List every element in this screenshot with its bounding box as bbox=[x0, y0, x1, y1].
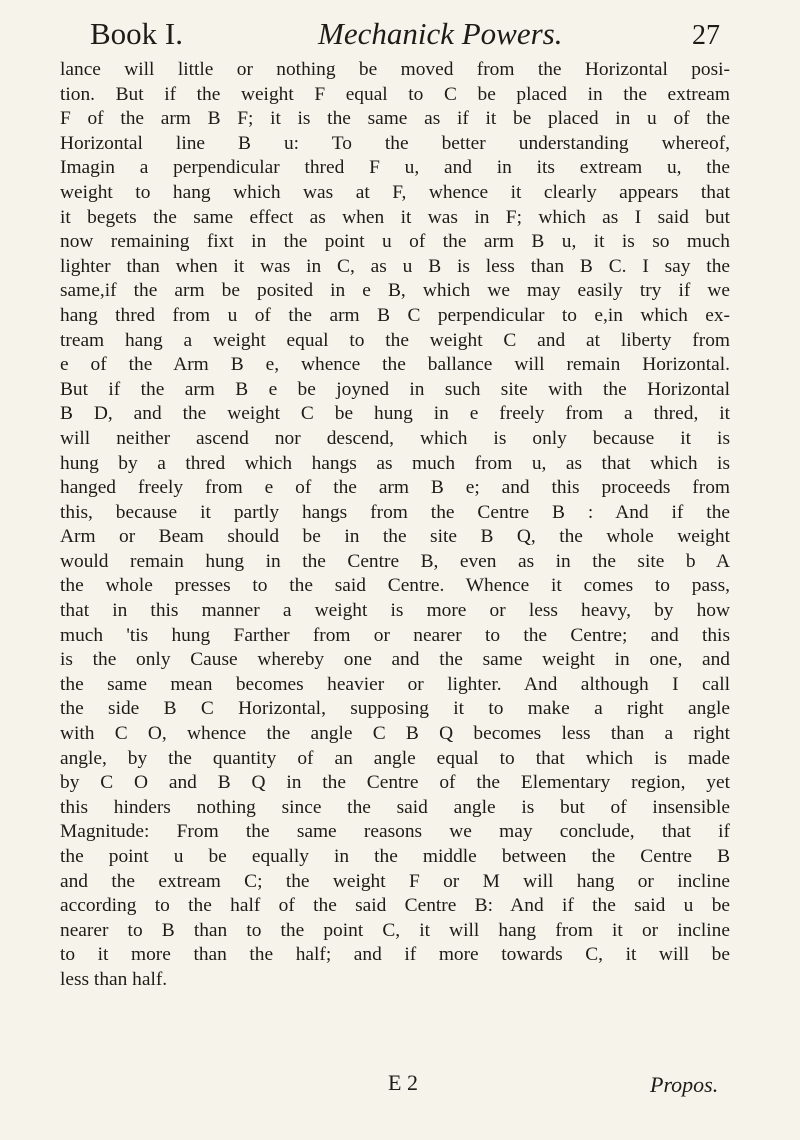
text-line: B D, and the weight C be hung in e freely from a thred, it bbox=[60, 403, 730, 425]
text-line: by C O and B Q in the Centre of the Elementary region, yet bbox=[60, 772, 730, 794]
body-text bbox=[60, 58, 730, 993]
text-line: this hinders nothing since the said angle is but of insensible bbox=[60, 796, 730, 818]
text-line: this, because it partly hangs from the Centre B : And if the bbox=[60, 501, 730, 523]
text-line: But if the arm B e be joyned in such site with the Horizontal bbox=[60, 378, 730, 400]
text-line: tream hang a weight equal to the weight C and at liberty from bbox=[60, 329, 730, 351]
text-line: the side B C Horizontal, supposing it to make a right angle bbox=[60, 698, 730, 720]
signature-mark: E 2 bbox=[388, 1070, 418, 1095]
page-footer bbox=[0, 1070, 800, 1110]
text-line: hanged freely from e of the arm B e; and this proceeds from bbox=[60, 477, 730, 499]
text-line: much 'tis hung Farther from or nearer to the Centre; and this bbox=[60, 624, 730, 646]
text-line: would remain hung in the Centre B, even as in the site b A bbox=[60, 550, 730, 572]
text-line: tion. But if the weight F equal to C be placed in the extream bbox=[60, 83, 730, 105]
text-line: and the extream C; the weight F or M will hang or incline bbox=[60, 870, 730, 892]
text-line: weight to hang which was at F, whence it clearly appears that bbox=[60, 181, 730, 203]
text-line: Magnitude: From the same reasons we may conclude, that if bbox=[60, 821, 730, 843]
text-line: the same mean becomes heavier or lighter. And although I call bbox=[60, 673, 730, 695]
running-title: Mechanick Powers. bbox=[318, 16, 563, 51]
book-number: Book I. bbox=[90, 16, 183, 51]
text-line: with C O, whence the angle C B Q becomes less than a right bbox=[60, 723, 730, 745]
text-line: the point u be equally in the middle between the Centre B bbox=[60, 846, 730, 867]
text-line: that in this manner a weight is more or less heavy, by how bbox=[60, 600, 730, 622]
text-line: lance will little or nothing be moved from the Horizontal posi- bbox=[60, 59, 730, 80]
text-line: is the only Cause whereby one and the same weight in one, and bbox=[60, 649, 730, 671]
text-line: e of the Arm B e, whence the ballance will remain Horizontal. bbox=[60, 354, 730, 376]
text-line: lighter than when it was in C, as u B is less than B C. I say the bbox=[60, 255, 730, 277]
text-line: the whole presses to the said Centre. Whence it comes to pass, bbox=[60, 575, 730, 597]
text-line: less than half. bbox=[60, 968, 168, 990]
text-line: Imagin a perpendicular thred F u, and in its extream u, the bbox=[60, 157, 730, 179]
text-line: Arm or Beam should be in the site B Q, the whole weight bbox=[60, 526, 730, 548]
text-line: Horizontal line B u: To the better understanding whereof, bbox=[60, 132, 730, 154]
text-line: to it more than the half; and if more towards C, it will be bbox=[60, 944, 730, 966]
text-line: same,if the arm be posited in e B, which we may easily try if we bbox=[60, 280, 730, 302]
text-line: angle, by the quantity of an angle equal to that which is made bbox=[60, 747, 730, 769]
page-number: 27 bbox=[692, 20, 720, 51]
text-line: nearer to B than to the point C, it will hang from it or incline bbox=[60, 919, 730, 941]
catchword: Propos. bbox=[650, 1072, 719, 1097]
text-line: according to the half of the said Centre B: And if the said u be bbox=[60, 895, 730, 917]
running-header bbox=[90, 10, 720, 58]
text-line: F of the arm B F; it is the same as if it be placed in u of the bbox=[60, 108, 730, 130]
text-line: hang thred from u of the arm B C perpendicular to e,in which ex- bbox=[60, 304, 730, 326]
text-line: hung by a thred which hangs as much from u, as that which is bbox=[60, 452, 730, 474]
text-line: it begets the same effect as when it was in F; which as I said but bbox=[60, 206, 730, 228]
text-line: now remaining fixt in the point u of the arm B u, it is so much bbox=[60, 231, 730, 253]
text-line: will neither ascend nor descend, which is only because it is bbox=[60, 427, 730, 449]
